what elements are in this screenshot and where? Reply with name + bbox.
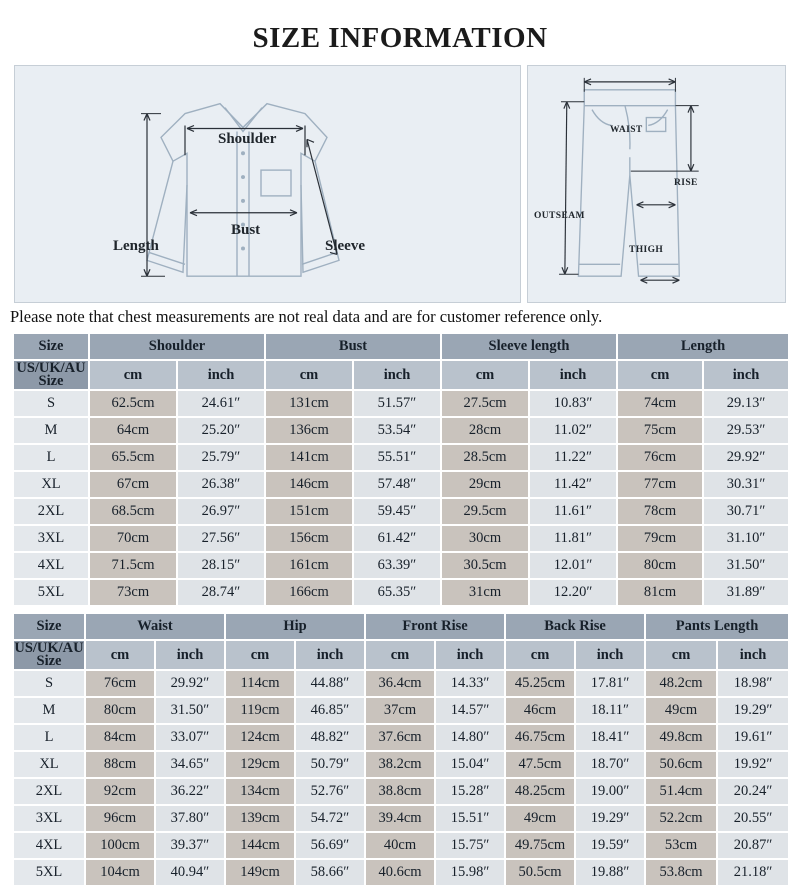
cell-value: 100cm	[85, 832, 155, 859]
cell-value: 79cm	[617, 525, 703, 552]
cell-size: 5XL	[13, 579, 89, 606]
cell-value: 54.72″	[295, 805, 365, 832]
cell-value: 146cm	[265, 471, 353, 498]
table-row	[13, 805, 789, 832]
table-row	[13, 471, 789, 498]
table-row	[13, 552, 789, 579]
cell-value: 48.82″	[295, 724, 365, 751]
cell-value: 18.98″	[717, 670, 789, 697]
cell-value: 15.51″	[435, 805, 505, 832]
cell-size: 4XL	[13, 552, 89, 579]
cell-value: 73cm	[89, 579, 177, 606]
cell-value: 51.57″	[353, 390, 441, 417]
cell-value: 46.75cm	[505, 724, 575, 751]
cell-size: S	[13, 390, 89, 417]
cell-value: 19.59″	[575, 832, 645, 859]
cell-value: 17.81″	[575, 670, 645, 697]
cell-value: 74cm	[617, 390, 703, 417]
header-unit-cm: cm	[365, 640, 435, 670]
table-row	[13, 724, 789, 751]
table-row	[13, 498, 789, 525]
cell-value: 25.20″	[177, 417, 265, 444]
table-row	[13, 751, 789, 778]
cell-value: 119cm	[225, 697, 295, 724]
table-row	[13, 670, 789, 697]
cell-value: 18.11″	[575, 697, 645, 724]
cell-value: 81cm	[617, 579, 703, 606]
cell-value: 63.39″	[353, 552, 441, 579]
cell-value: 61.42″	[353, 525, 441, 552]
cell-value: 19.92″	[717, 751, 789, 778]
cell-value: 30cm	[441, 525, 529, 552]
cell-value: 50.5cm	[505, 859, 575, 886]
cell-value: 31cm	[441, 579, 529, 606]
header-unit-inch: inch	[155, 640, 225, 670]
diagram-band	[0, 65, 800, 303]
cell-value: 62.5cm	[89, 390, 177, 417]
cell-value: 15.98″	[435, 859, 505, 886]
header-group-length: Length	[617, 333, 789, 360]
cell-value: 161cm	[265, 552, 353, 579]
header-unit-inch: inch	[435, 640, 505, 670]
cell-value: 29.5cm	[441, 498, 529, 525]
cell-value: 19.61″	[717, 724, 789, 751]
table-subheader-row	[13, 640, 789, 670]
cell-value: 11.42″	[529, 471, 617, 498]
cell-value: 51.4cm	[645, 778, 717, 805]
cell-value: 14.80″	[435, 724, 505, 751]
cell-value: 31.10″	[703, 525, 789, 552]
cell-value: 20.55″	[717, 805, 789, 832]
cell-value: 134cm	[225, 778, 295, 805]
cell-value: 15.75″	[435, 832, 505, 859]
cell-value: 59.45″	[353, 498, 441, 525]
cell-value: 53cm	[645, 832, 717, 859]
cell-size: 2XL	[13, 778, 85, 805]
cell-value: 55.51″	[353, 444, 441, 471]
cell-value: 67cm	[89, 471, 177, 498]
cell-value: 136cm	[265, 417, 353, 444]
label-waist: WAIST	[610, 125, 643, 135]
label-shoulder: Shoulder	[218, 131, 277, 147]
cell-value: 38.8cm	[365, 778, 435, 805]
cell-value: 39.37″	[155, 832, 225, 859]
cell-value: 76cm	[85, 670, 155, 697]
cell-size: 3XL	[13, 805, 85, 832]
cell-value: 49cm	[645, 697, 717, 724]
cell-value: 149cm	[225, 859, 295, 886]
cell-value: 151cm	[265, 498, 353, 525]
cell-value: 84cm	[85, 724, 155, 751]
cell-size: 3XL	[13, 525, 89, 552]
header-size-region: US/UK/AU Size	[14, 640, 84, 669]
table-row	[13, 832, 789, 859]
pants-diagram	[527, 65, 786, 303]
table-row	[13, 417, 789, 444]
bottom-size-table	[12, 612, 790, 887]
header-unit-inch: inch	[529, 360, 617, 390]
cell-value: 53.8cm	[645, 859, 717, 886]
cell-value: 139cm	[225, 805, 295, 832]
cell-value: 30.5cm	[441, 552, 529, 579]
pants-illustration-icon	[528, 66, 785, 302]
cell-value: 50.6cm	[645, 751, 717, 778]
cell-value: 24.61″	[177, 390, 265, 417]
cell-value: 19.29″	[575, 805, 645, 832]
top-size-table	[12, 332, 790, 607]
label-thigh: THIGH	[629, 245, 664, 255]
cell-value: 40cm	[365, 832, 435, 859]
cell-value: 57.48″	[353, 471, 441, 498]
cell-value: 29cm	[441, 471, 529, 498]
cell-value: 10.83″	[529, 390, 617, 417]
header-unit-inch: inch	[575, 640, 645, 670]
cell-value: 68.5cm	[89, 498, 177, 525]
cell-value: 18.41″	[575, 724, 645, 751]
cell-value: 27.56″	[177, 525, 265, 552]
table-row	[13, 859, 789, 886]
header-group-pants-length: Pants Length	[645, 613, 789, 640]
header-size: Size	[13, 613, 85, 640]
cell-value: 31.89″	[703, 579, 789, 606]
cell-value: 26.38″	[177, 471, 265, 498]
cell-value: 45.25cm	[505, 670, 575, 697]
cell-size: M	[13, 417, 89, 444]
cell-value: 49cm	[505, 805, 575, 832]
cell-value: 156cm	[265, 525, 353, 552]
cell-value: 70cm	[89, 525, 177, 552]
cell-value: 47.5cm	[505, 751, 575, 778]
table-row	[13, 579, 789, 606]
cell-value: 65.35″	[353, 579, 441, 606]
cell-size: 2XL	[13, 498, 89, 525]
cell-value: 20.24″	[717, 778, 789, 805]
cell-value: 48.2cm	[645, 670, 717, 697]
cell-value: 27.5cm	[441, 390, 529, 417]
label-bust: Bust	[231, 222, 261, 238]
table-row	[13, 525, 789, 552]
cell-value: 19.00″	[575, 778, 645, 805]
header-group-shoulder: Shoulder	[89, 333, 265, 360]
cell-value: 52.76″	[295, 778, 365, 805]
cell-size: XL	[13, 751, 85, 778]
label-rise: RISE	[674, 178, 698, 188]
cell-value: 11.61″	[529, 498, 617, 525]
cell-value: 28.15″	[177, 552, 265, 579]
header-unit-inch: inch	[353, 360, 441, 390]
label-sleeve: Sleeve	[325, 238, 365, 254]
header-group-back-rise: Back Rise	[505, 613, 645, 640]
header-group-waist: Waist	[85, 613, 225, 640]
measurement-note: Please note that chest measurements are not real data and are for customer reference only.	[10, 307, 603, 326]
cell-value: 36.4cm	[365, 670, 435, 697]
cell-value: 36.22″	[155, 778, 225, 805]
cell-value: 49.8cm	[645, 724, 717, 751]
cell-value: 37.6cm	[365, 724, 435, 751]
cell-value: 26.97″	[177, 498, 265, 525]
cell-size: 4XL	[13, 832, 85, 859]
shirt-diagram	[14, 65, 521, 303]
cell-value: 30.71″	[703, 498, 789, 525]
header-group-sleeve-length: Sleeve length	[441, 333, 617, 360]
cell-value: 64cm	[89, 417, 177, 444]
table-row	[13, 697, 789, 724]
table-header-row	[13, 613, 789, 640]
header-group-bust: Bust	[265, 333, 441, 360]
table-row	[13, 444, 789, 471]
header-unit-inch: inch	[177, 360, 265, 390]
cell-value: 11.22″	[529, 444, 617, 471]
cell-value: 77cm	[617, 471, 703, 498]
header-unit-inch: inch	[703, 360, 789, 390]
cell-value: 25.79″	[177, 444, 265, 471]
cell-value: 37cm	[365, 697, 435, 724]
cell-value: 65.5cm	[89, 444, 177, 471]
shirt-illustration-icon	[15, 66, 520, 302]
cell-value: 14.57″	[435, 697, 505, 724]
header-unit-cm: cm	[225, 640, 295, 670]
cell-size: S	[13, 670, 85, 697]
cell-value: 80cm	[617, 552, 703, 579]
header-unit-cm: cm	[617, 360, 703, 390]
header-unit-cm: cm	[645, 640, 717, 670]
cell-value: 28cm	[441, 417, 529, 444]
cell-value: 141cm	[265, 444, 353, 471]
cell-value: 50.79″	[295, 751, 365, 778]
cell-size: L	[13, 444, 89, 471]
table-header-row	[13, 333, 789, 360]
cell-value: 75cm	[617, 417, 703, 444]
cell-value: 11.81″	[529, 525, 617, 552]
cell-value: 19.29″	[717, 697, 789, 724]
header-unit-cm: cm	[85, 640, 155, 670]
cell-value: 29.92″	[703, 444, 789, 471]
cell-value: 71.5cm	[89, 552, 177, 579]
header-unit-cm: cm	[89, 360, 177, 390]
header-unit-inch: inch	[717, 640, 789, 670]
header-group-front-rise: Front Rise	[365, 613, 505, 640]
header-unit-cm: cm	[441, 360, 529, 390]
cell-size: M	[13, 697, 85, 724]
header-unit-inch: inch	[295, 640, 365, 670]
header-size: Size	[13, 333, 89, 360]
cell-value: 44.88″	[295, 670, 365, 697]
cell-value: 58.66″	[295, 859, 365, 886]
table-subheader-row	[13, 360, 789, 390]
cell-value: 14.33″	[435, 670, 505, 697]
cell-value: 76cm	[617, 444, 703, 471]
page-title: SIZE INFORMATION	[252, 22, 548, 54]
cell-value: 19.88″	[575, 859, 645, 886]
cell-value: 29.92″	[155, 670, 225, 697]
cell-size: XL	[13, 471, 89, 498]
cell-value: 33.07″	[155, 724, 225, 751]
cell-value: 131cm	[265, 390, 353, 417]
cell-value: 92cm	[85, 778, 155, 805]
cell-value: 144cm	[225, 832, 295, 859]
cell-value: 96cm	[85, 805, 155, 832]
cell-value: 78cm	[617, 498, 703, 525]
cell-value: 11.02″	[529, 417, 617, 444]
cell-value: 104cm	[85, 859, 155, 886]
header-unit-cm: cm	[265, 360, 353, 390]
table-row	[13, 778, 789, 805]
cell-value: 30.31″	[703, 471, 789, 498]
cell-value: 12.01″	[529, 552, 617, 579]
cell-value: 18.70″	[575, 751, 645, 778]
cell-value: 28.74″	[177, 579, 265, 606]
cell-value: 49.75cm	[505, 832, 575, 859]
header-unit-cm: cm	[505, 640, 575, 670]
cell-value: 88cm	[85, 751, 155, 778]
cell-value: 21.18″	[717, 859, 789, 886]
cell-value: 34.65″	[155, 751, 225, 778]
cell-value: 46cm	[505, 697, 575, 724]
cell-value: 53.54″	[353, 417, 441, 444]
cell-value: 38.2cm	[365, 751, 435, 778]
header-size-region: US/UK/AU Size	[13, 360, 89, 390]
label-length: Length	[113, 238, 159, 254]
cell-value: 37.80″	[155, 805, 225, 832]
cell-value: 20.87″	[717, 832, 789, 859]
cell-value: 80cm	[85, 697, 155, 724]
cell-value: 40.94″	[155, 859, 225, 886]
cell-value: 31.50″	[155, 697, 225, 724]
cell-value: 40.6cm	[365, 859, 435, 886]
cell-value: 52.2cm	[645, 805, 717, 832]
cell-value: 15.04″	[435, 751, 505, 778]
cell-value: 124cm	[225, 724, 295, 751]
cell-value: 28.5cm	[441, 444, 529, 471]
table-row	[13, 390, 789, 417]
cell-value: 114cm	[225, 670, 295, 697]
cell-value: 29.53″	[703, 417, 789, 444]
header-group-hip: Hip	[225, 613, 365, 640]
label-outseam: OUTSEAM	[534, 211, 585, 221]
cell-value: 12.20″	[529, 579, 617, 606]
cell-value: 39.4cm	[365, 805, 435, 832]
cell-value: 166cm	[265, 579, 353, 606]
cell-size: 5XL	[13, 859, 85, 886]
cell-size: L	[13, 724, 85, 751]
cell-value: 129cm	[225, 751, 295, 778]
cell-value: 48.25cm	[505, 778, 575, 805]
cell-value: 46.85″	[295, 697, 365, 724]
cell-value: 31.50″	[703, 552, 789, 579]
cell-value: 15.28″	[435, 778, 505, 805]
cell-value: 29.13″	[703, 390, 789, 417]
cell-value: 56.69″	[295, 832, 365, 859]
